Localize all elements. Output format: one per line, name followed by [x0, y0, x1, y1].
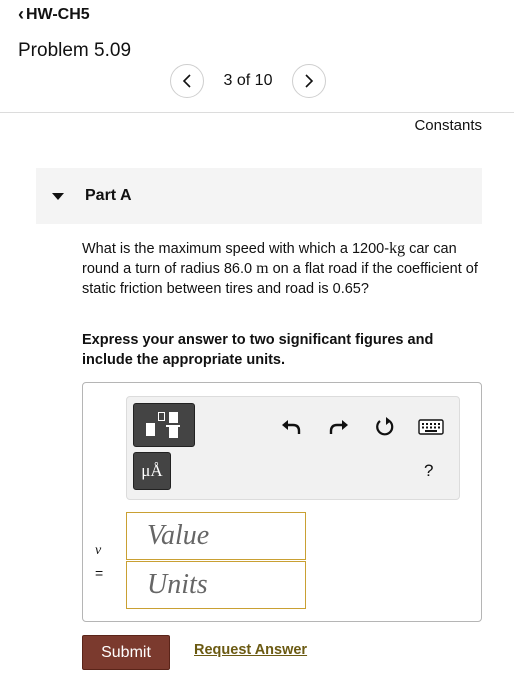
templates-icon-part: [158, 412, 165, 421]
value-input[interactable]: [126, 512, 306, 560]
undo-icon[interactable]: [280, 415, 302, 437]
previous-problem-button[interactable]: [170, 64, 204, 98]
page-count: 3 of 10: [223, 72, 273, 89]
unit-kg: kg: [389, 240, 406, 257]
answer-instruction: Express your answer to two significant figures and include the appropriate units.: [82, 332, 434, 368]
divider: [0, 112, 514, 113]
templates-icon: [146, 423, 155, 436]
keyboard-icon[interactable]: [418, 417, 444, 437]
caret-down-icon[interactable]: [52, 193, 64, 200]
templates-button[interactable]: [133, 403, 195, 447]
back-link[interactable]: [18, 4, 90, 25]
question-text-part: What is the maximum speed with which a 1200-: [82, 241, 390, 257]
submit-button[interactable]: Submit: [82, 635, 170, 670]
redo-icon[interactable]: [328, 415, 350, 437]
question-text-part: car can round a turn of radius 86.0: [82, 241, 457, 277]
unit-m: m: [256, 260, 269, 277]
part-title: Part A: [85, 187, 132, 204]
problem-title: Problem 5.09: [18, 40, 132, 61]
chevron-left-icon: [182, 74, 192, 88]
units-icon: μÅ: [141, 461, 163, 480]
equals-sign: =: [95, 565, 104, 581]
reset-icon[interactable]: [374, 416, 396, 438]
units-input[interactable]: [126, 561, 306, 609]
back-link-label: HW-CH5: [26, 5, 90, 23]
help-icon[interactable]: ?: [424, 461, 434, 480]
question-text: [82, 239, 480, 299]
templates-icon-part: [169, 412, 178, 423]
chevron-right-icon: [304, 74, 314, 88]
pager: [170, 64, 326, 98]
constants-link[interactable]: Constants: [414, 117, 482, 134]
question-text-part: on a flat road if the coefficient of static friction between tires and road is 0.65?: [82, 261, 478, 297]
templates-icon-part: [169, 427, 178, 438]
chevron-left-icon: ‹: [18, 4, 24, 24]
next-problem-button[interactable]: [292, 64, 326, 98]
variable-label: v: [95, 543, 102, 558]
request-answer-link[interactable]: Request Answer: [194, 642, 308, 658]
units-button[interactable]: [133, 452, 171, 490]
